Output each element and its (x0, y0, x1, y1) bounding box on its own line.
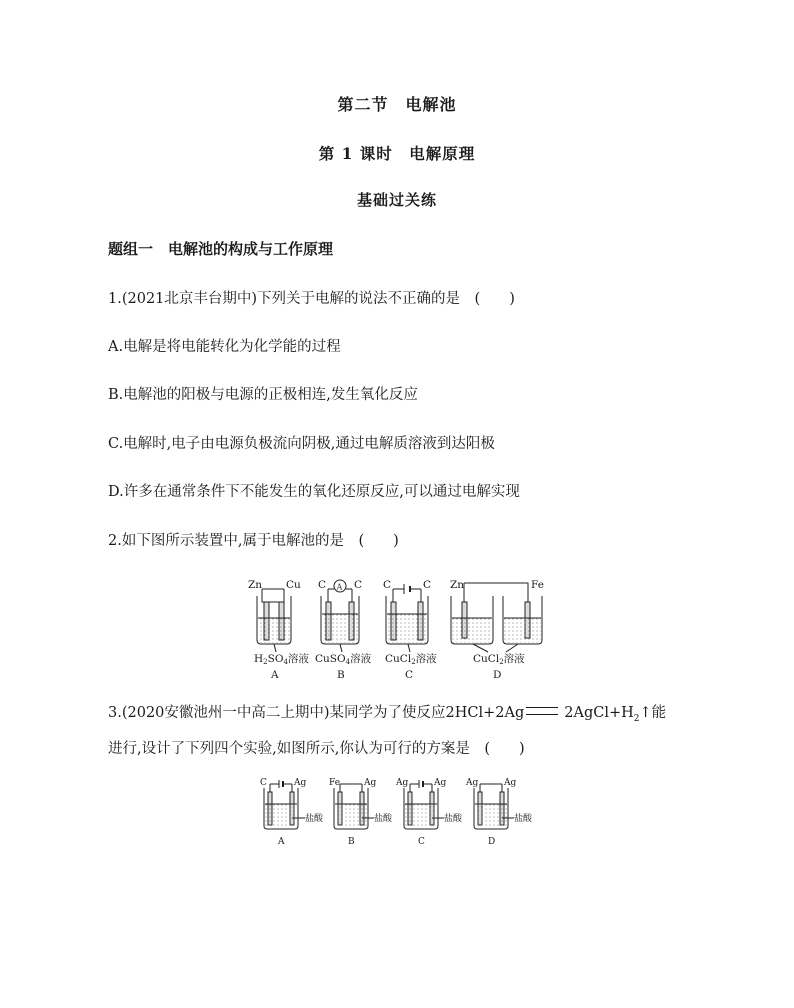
lesson-title: 第 1 课时 电解原理 (318, 144, 476, 163)
q3-figure (257, 776, 542, 851)
q3-b-letter: B (348, 837, 355, 847)
q2-c-left-label: C (383, 579, 392, 591)
q3-a-right-label: Ag (294, 778, 307, 788)
q3-a-acid: 盐酸 (305, 814, 324, 824)
q3-stem-part1: 3.(2020安徽池州一中高二上期中)某同学为了使反应2HCl+2Ag (108, 705, 525, 721)
q3-b-left-label: Fe (329, 778, 341, 788)
q2-figure (248, 574, 548, 686)
q2-d-letter: D (493, 669, 502, 681)
q2-b-left-label: C (318, 579, 327, 591)
q2-b-right-label: C (354, 579, 363, 591)
q2-d-right-label: Fe (531, 579, 544, 591)
q3-cell-d (474, 784, 514, 829)
q3-cell-b (334, 784, 374, 829)
practice-title: 基础过关练 (356, 191, 437, 209)
q3-d-acid: 盐酸 (514, 814, 533, 824)
q3-c-left-label: Ag (396, 778, 409, 788)
equals-sign (526, 707, 558, 715)
q3-d-letter: D (488, 837, 496, 847)
q3-c-right-label: Ag (434, 778, 447, 788)
q3-stem-line2: 进行,设计了下列四个实验,如图所示,你认为可行的方案是 ( ) (108, 741, 525, 757)
q3-d-right-label: Ag (504, 778, 517, 788)
q2-a-letter: A (271, 669, 279, 681)
q3-stem-subscript: 2 (633, 713, 640, 724)
q3-stem-line1 (108, 701, 666, 724)
q2-c-right-label: C (423, 579, 432, 591)
q3-c-letter: C (418, 837, 425, 847)
q3-stem-part2: 2AgCl+H (564, 705, 634, 721)
q3-b-acid: 盐酸 (374, 814, 393, 824)
q3-figure-svg (257, 776, 542, 851)
q2-b-meter-label: A (336, 582, 343, 592)
q2-d-left-label: Zn (450, 579, 465, 591)
q1-option-b: B.电解池的阳极与电源的正极相连,发生氧化反应 (108, 387, 418, 403)
q2-b-letter: B (337, 669, 345, 681)
q2-figure-svg (248, 574, 548, 686)
q3-b-right-label: Ag (364, 778, 377, 788)
q3-a-left-label: C (260, 778, 267, 788)
q2-cell-c (386, 584, 428, 652)
q1-stem: 1.(2021北京丰台期中)下列关于电解的说法不正确的是 ( ) (108, 291, 515, 307)
q2-c-solution: CuCl2溶液 (385, 653, 437, 666)
q3-c-acid: 盐酸 (444, 814, 463, 824)
q2-stem: 2.如下图所示装置中,属于电解池的是 ( ) (108, 533, 399, 549)
q2-cell-a (257, 589, 291, 652)
q3-d-left-label: Ag (466, 778, 479, 788)
q1-option-d: D.许多在通常条件下不能发生的氧化还原反应,可以通过电解实现 (108, 484, 520, 500)
q3-stem-part3: ↑能 (639, 705, 667, 721)
q2-a-left-label: Zn (248, 579, 263, 591)
q2-d-solution: CuCl2溶液 (473, 653, 525, 666)
q1-option-a: A.电解是将电能转化为化学能的过程 (108, 339, 341, 355)
section-title: 第二节 电解池 (337, 95, 457, 114)
q2-cell-d (451, 583, 542, 652)
q3-a-letter: A (278, 837, 285, 847)
q2-a-solution: H2SO4溶液 (254, 653, 309, 666)
group1-title: 题组一 电解池的构成与工作原理 (108, 240, 334, 258)
q1-option-c: C.电解时,电子由电源负极流向阴极,通过电解质溶液到达阳极 (108, 436, 495, 452)
q2-c-letter: C (405, 669, 414, 681)
q2-b-solution: CuSO4溶液 (315, 653, 372, 666)
q2-a-right-label: Cu (286, 579, 301, 591)
